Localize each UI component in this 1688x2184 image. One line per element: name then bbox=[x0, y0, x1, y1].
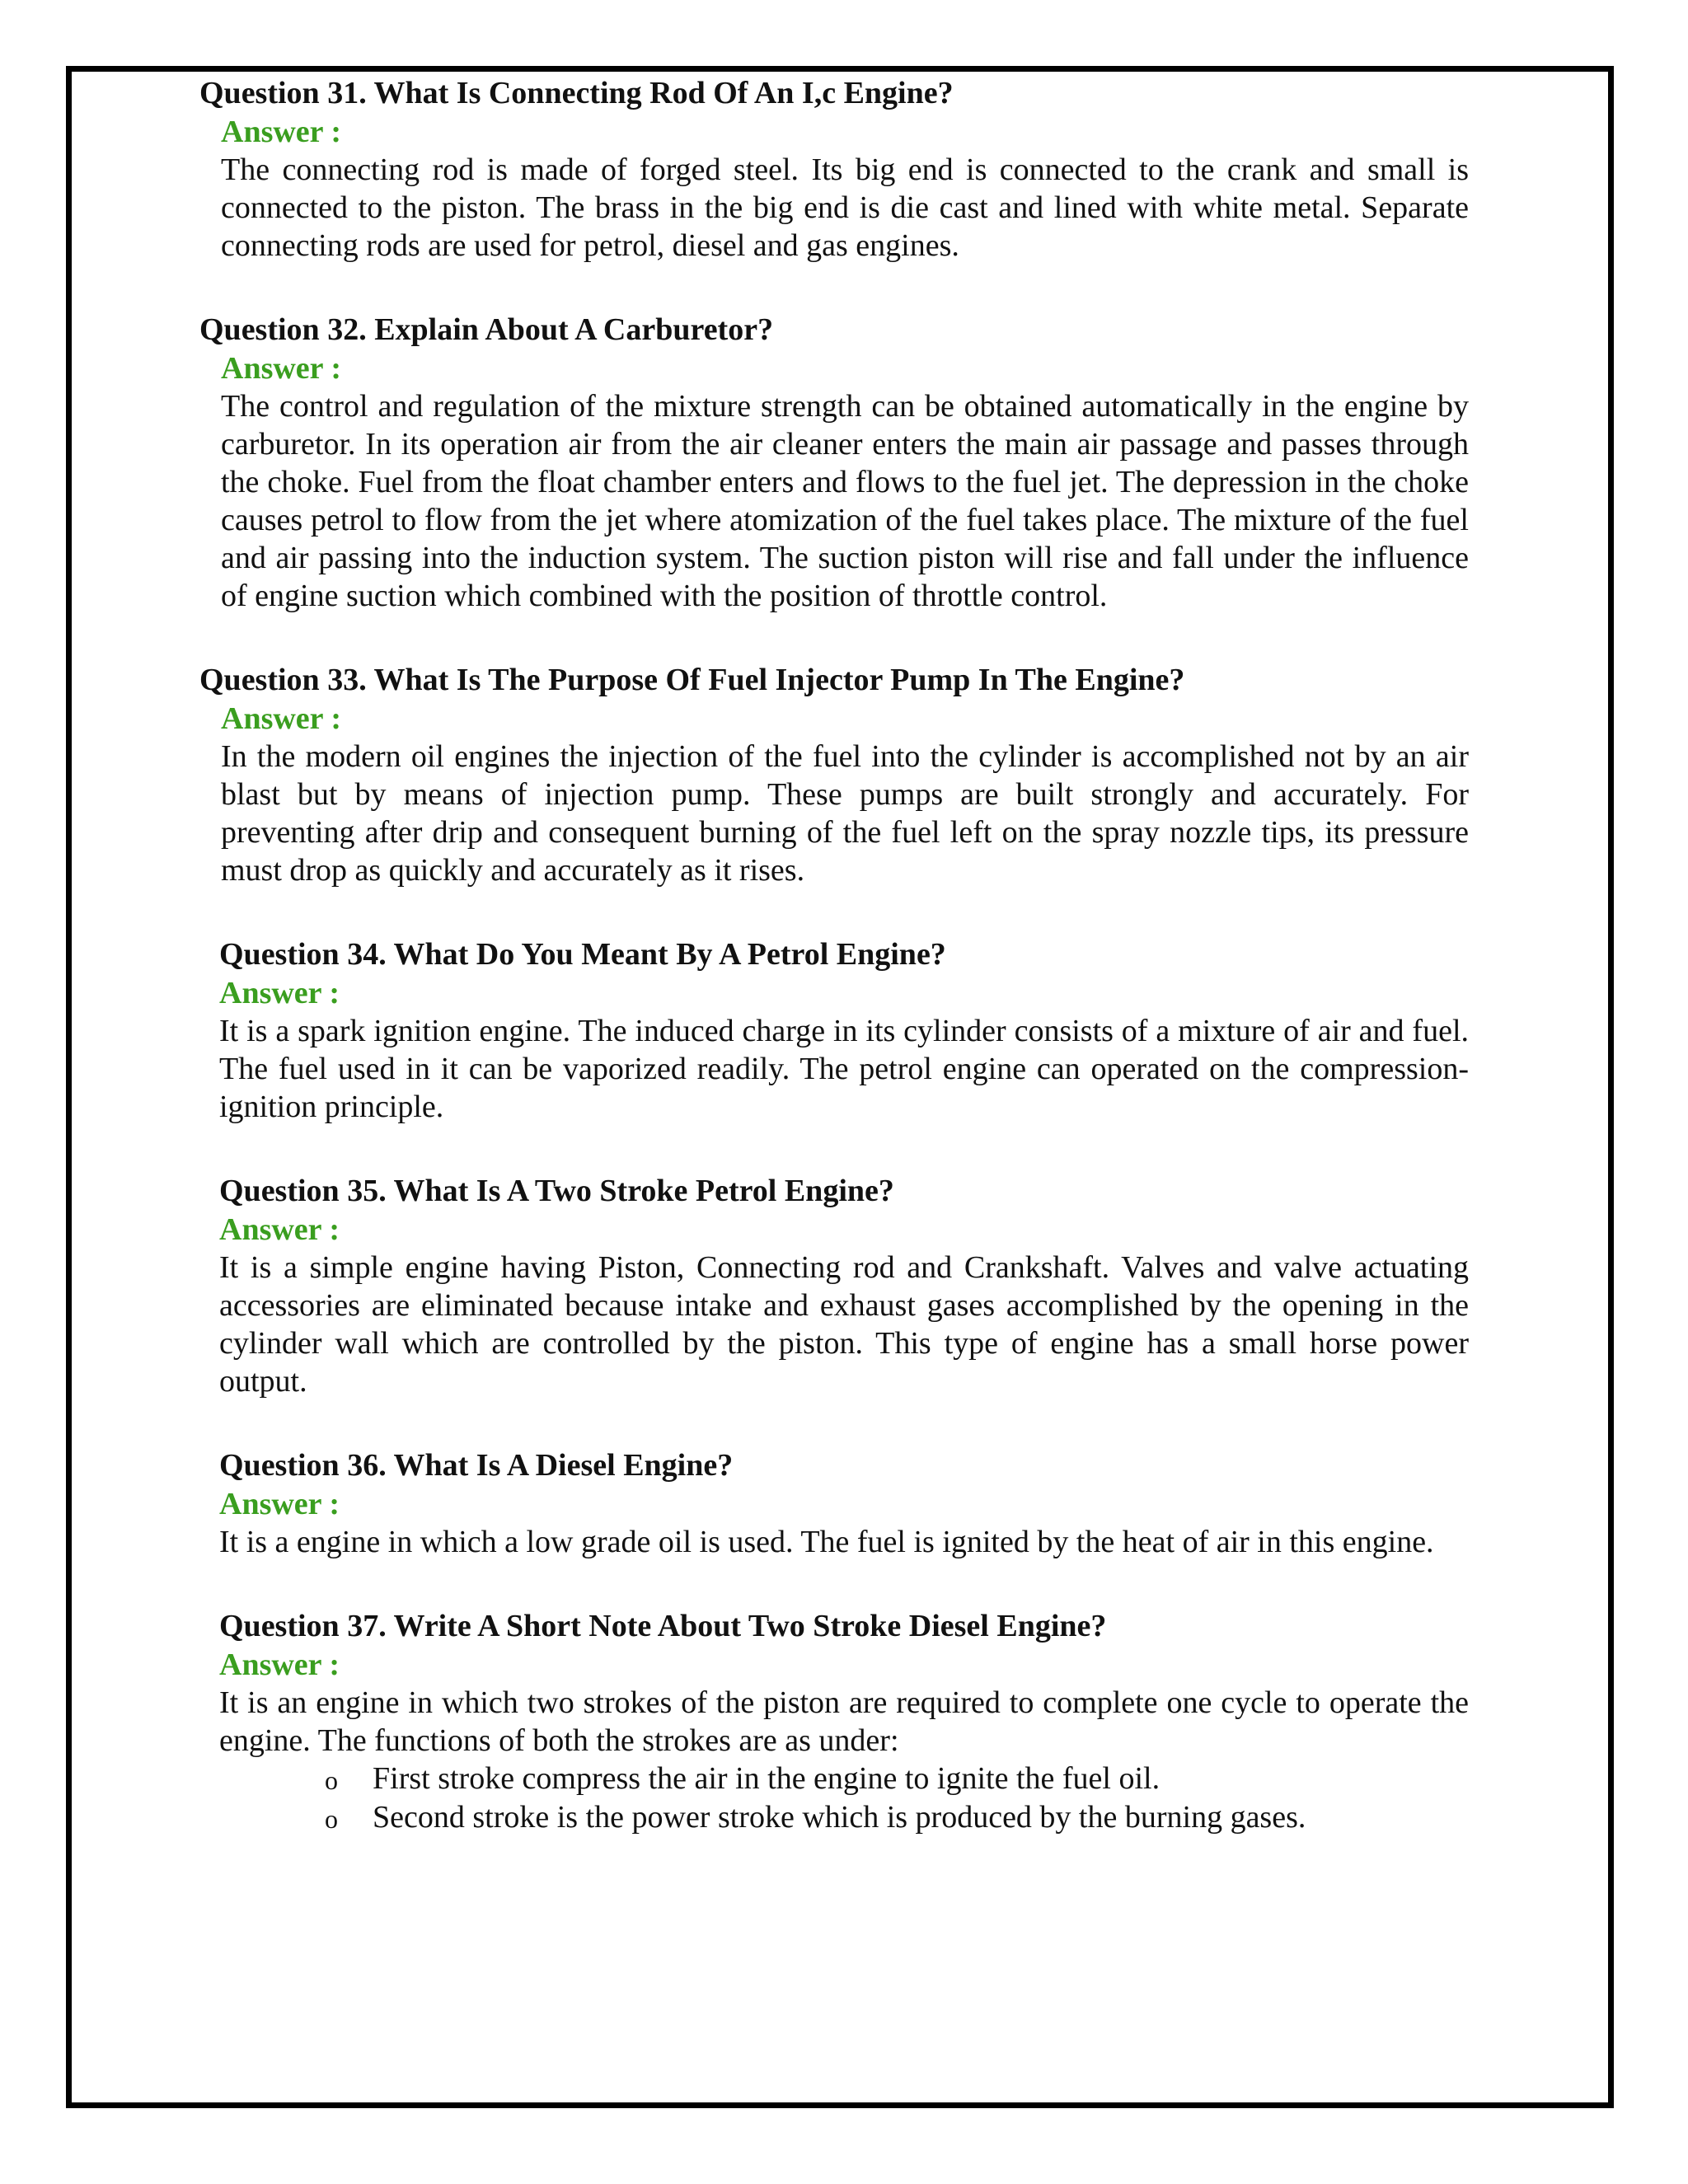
qa-item-33 bbox=[199, 661, 1469, 889]
qa-item-34 bbox=[219, 935, 1469, 1126]
list-item bbox=[325, 1798, 1469, 1837]
question-heading: Question 33. What Is The Purpose Of Fuel Injector Pump In The Engine? bbox=[199, 663, 1185, 697]
answer-text: The connecting rod is made of forged steel. Its big end is connected to the crank and small is connected to the piston. The brass in the big end is die cast and lined with white metal. Separate connecting rods are used for petrol, diesel and gas engines. bbox=[221, 152, 1469, 263]
hollow-bullet-icon: o bbox=[325, 1765, 338, 1795]
answer-text: It is a simple engine having Piston, Connecting rod and Crankshaft. Valves and valve actuating accessories are eliminated because intake and exhaust gases accomplished by the opening in the cylinder wall which are controlled by the piston. This type of engine has a small horse power output. bbox=[219, 1250, 1469, 1399]
answer-text: It is a spark ignition engine. The induced charge in its cylinder consists of a mixture of air and fuel. The fuel used in it can be vaporized readily. The petrol engine can operated on the compression-ignition principle. bbox=[219, 1014, 1469, 1124]
document-content bbox=[199, 74, 1469, 1883]
question-heading: Question 36. What Is A Diesel Engine? bbox=[219, 1448, 734, 1483]
question-heading: Question 34. What Do You Meant By A Petrol Engine? bbox=[219, 937, 946, 972]
answer-label: Answer : bbox=[219, 1212, 340, 1247]
question-heading: Question 35. What Is A Two Stroke Petrol Engine? bbox=[219, 1174, 894, 1208]
qa-item-32 bbox=[199, 311, 1469, 615]
answer-label: Answer : bbox=[219, 1487, 340, 1521]
answer-label: Answer : bbox=[221, 351, 342, 386]
qa-item-31 bbox=[199, 74, 1469, 265]
qa-item-35 bbox=[219, 1172, 1469, 1400]
answer-label: Answer : bbox=[221, 701, 342, 736]
answer-label: Answer : bbox=[219, 1647, 340, 1682]
question-heading: Question 31. What Is Connecting Rod Of An I,c Engine? bbox=[199, 76, 954, 110]
list-item bbox=[325, 1760, 1469, 1798]
question-heading: Question 37. Write A Short Note About Two Stroke Diesel Engine? bbox=[219, 1609, 1107, 1643]
answer-label: Answer : bbox=[221, 115, 342, 149]
answer-text: The control and regulation of the mixture strength can be obtained automatically in the engine by carburetor. In its operation air from the air cleaner enters the main air passage and passes through the choke. Fuel from the float chamber enters and flows to the fuel jet. The depression in the choke causes petrol to flow from the jet where atomization of the fuel takes place. The mixture of the fuel and air passing into the induction system. The suction piston will rise and fall under the influence of engine suction which combined with the position of throttle control. bbox=[221, 389, 1469, 613]
question-heading: Question 32. Explain About A Carburetor? bbox=[199, 312, 774, 347]
qa-item-37 bbox=[219, 1607, 1469, 1837]
bullet-list bbox=[219, 1760, 1469, 1837]
answer-text: In the modern oil engines the injection of the fuel into the cylinder is accomplished not by an air blast but by means of injection pump. These pumps are built strongly and accurately. For preventing after drip and consequent burning of the fuel left on the spray nozzle tips, its pressure must drop as quickly and accurately as it rises. bbox=[221, 739, 1469, 888]
answer-label: Answer : bbox=[219, 976, 340, 1010]
answer-text: It is an engine in which two strokes of the piston are required to complete one cycle to operate the engine. The functions of both the strokes are as under: bbox=[219, 1685, 1469, 1758]
answer-text: It is a engine in which a low grade oil is used. The fuel is ignited by the heat of air in this engine. bbox=[219, 1525, 1434, 1559]
list-item-text: Second stroke is the power stroke which is produced by the burning gases. bbox=[373, 1800, 1306, 1835]
list-item-text: First stroke compress the air in the engine to ignite the fuel oil. bbox=[373, 1761, 1160, 1796]
qa-item-36 bbox=[219, 1446, 1469, 1561]
hollow-bullet-icon: o bbox=[325, 1804, 338, 1834]
